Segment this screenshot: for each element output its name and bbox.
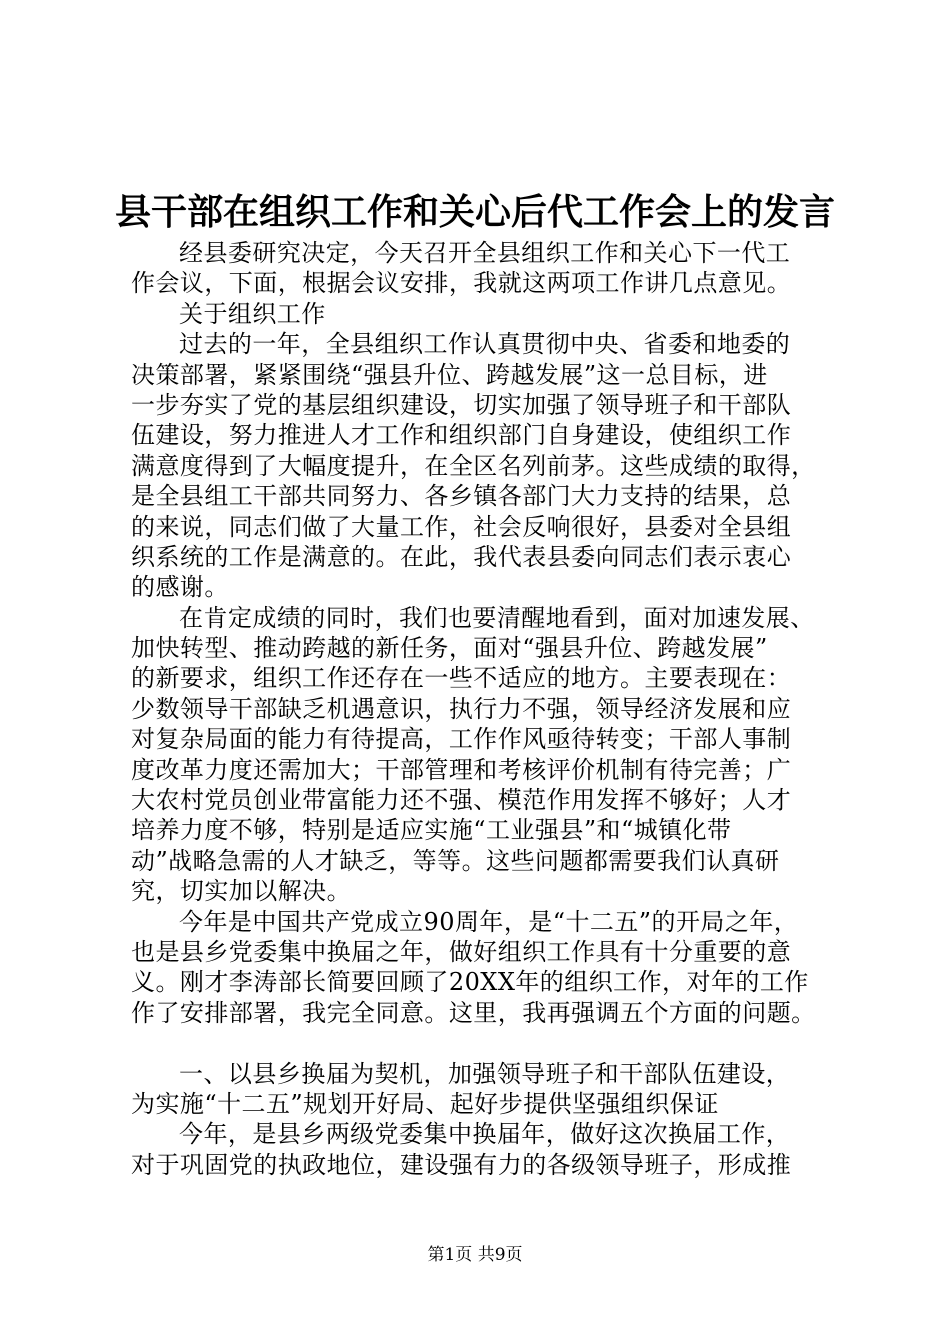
paragraph-line: 究，切实加以解决。: [131, 877, 352, 906]
paragraph-line: 伍建设，努力推进人才工作和组织部门自身建设，使组织工作: [131, 421, 792, 450]
paragraph-line: 满意度得到了大幅度提升，在全区名列前茅。这些成绩的取得，: [131, 451, 816, 480]
paragraph-line: 对于巩固党的执政地位，建设强有力的各级领导班子，形成推: [131, 1150, 792, 1179]
paragraph-line: 少数领导干部缺乏机遇意识，执行力不强，领导经济发展和应: [131, 694, 792, 723]
paragraph-line: 为实施“十二五”规划开好局、起好步提供坚强组织保证: [131, 1089, 719, 1118]
paragraph-line: 作会议，下面，根据会议安排，我就这两项工作讲几点意见。: [131, 269, 792, 298]
paragraph-line: 经县委研究决定，今天召开全县组织工作和关心下一代工: [179, 239, 791, 267]
document-body: [131, 238, 831, 1180]
document-title: 县干部在组织工作和关心后代工作会上的发言: [114, 191, 835, 233]
paragraph-line: 关于组织工作: [179, 299, 326, 328]
paragraph-line: 加快转型、推动跨越的新任务，面对“强县升位、跨越发展”: [131, 634, 768, 663]
paragraph-line: 决策部署，紧紧围绕“强县升位、跨越发展”这一总目标，进: [131, 360, 768, 389]
paragraph-line: 在肯定成绩的同时，我们也要清醒地看到，面对加速发展、: [179, 603, 815, 632]
paragraph-line: 培养力度不够，特别是适应实施“工业强县”和“城镇化带: [131, 816, 732, 845]
paragraph-line: 的来说，同志们做了大量工作，社会反响很好，县委对全县组: [131, 512, 792, 541]
paragraph-line: 作了安排部署，我完全同意。这里，我再强调五个方面的问题。: [131, 998, 816, 1027]
paragraph-line: 的感谢。: [131, 573, 229, 602]
paragraph-line: 义。刚才李涛部长简要回顾了20XX年的组织工作，对年的工作: [131, 968, 809, 997]
paragraph-line: 是全县组工干部共同努力、各乡镇各部门大力支持的结果，总: [131, 482, 792, 511]
paragraph-line: 今年，是县乡两级党委集中换届年，做好这次换届工作，: [179, 1120, 791, 1149]
paragraph-line: 一、以县乡换届为契机，加强领导班子和干部队伍建设，: [179, 1059, 791, 1088]
page-footer: 第1页 共9页: [427, 1245, 523, 1265]
paragraph-line: 度改革力度还需加大；干部管理和考核评价机制有待完善；广: [131, 755, 792, 784]
blank-line: [131, 1028, 831, 1058]
paragraph-line: 织系统的工作是满意的。在此，我代表县委向同志们表示衷心: [131, 542, 792, 571]
paragraph-line: 的新要求，组织工作还存在一些不适应的地方。主要表现在：: [131, 664, 792, 693]
paragraph-line: 过去的一年，全县组织工作认真贯彻中央、省委和地委的: [179, 330, 791, 359]
paragraph-line: 也是县乡党委集中换届之年，做好组织工作具有十分重要的意: [131, 937, 792, 966]
paragraph-line: 今年是中国共产党成立90周年，是“十二五”的开局之年，: [179, 907, 799, 936]
paragraph-line: 动”战略急需的人才缺乏，等等。这些问题都需要我们认真研: [131, 846, 780, 875]
paragraph-line: 对复杂局面的能力有待提高，工作作风亟待转变；干部人事制: [131, 725, 792, 754]
paragraph-line: 大农村党员创业带富能力还不强、模范作用发挥不够好；人才: [131, 786, 792, 815]
paragraph-line: 一步夯实了党的基层组织建设，切实加强了领导班子和干部队: [131, 390, 792, 419]
